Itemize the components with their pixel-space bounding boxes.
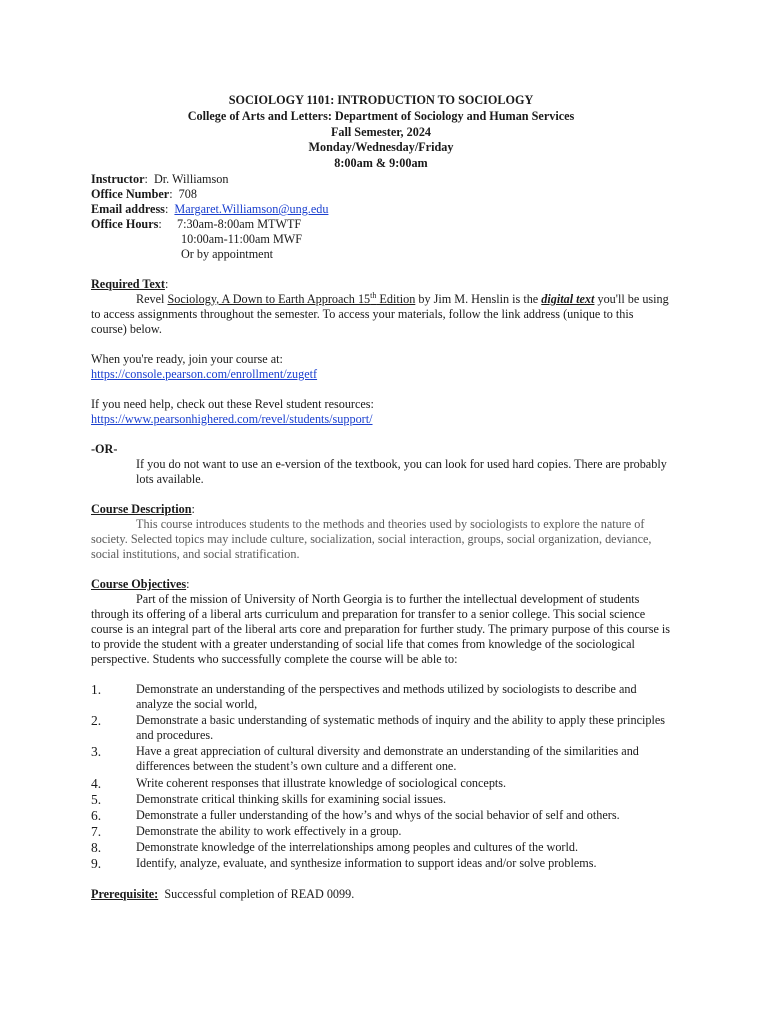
book-title: Sociology, A Down to Earth Approach 15th Edition [167,290,416,306]
instructor-row: Instructor : Dr. Williamson [91,171,229,186]
office-value: 708 [178,186,197,201]
prerequisite-label: Prerequisite: [91,886,159,901]
course-description-heading: Course Description [91,501,192,516]
instructor-info [91,172,671,262]
course-objectives-intro: Part of the mission of University of North Georgia is to further the intellectual development of students through its offering of a liberal arts curriculum and preparation for transfer to a senior college. This social science course is an integral part of the liberal arts core and preparation for further study. The primary purpose of this course is to provide the student with a greater understanding of social life that comes from knowledge of the sociological perspective. Students who successfully complete the course will be able to: [91,591,671,666]
times-line: 8:00am & 9:00am [334,156,428,171]
digital-text-emphasis: digital text [541,291,595,306]
hard-copy-text: If you do not want to use an e-version of the textbook, you can look for used hard copies. There are probably lots available. [136,456,667,486]
course-objectives-section: Course Objectives: Part of the mission of University of North Georgia is to further the intellectual development of students through its offering of a liberal arts curriculum and preparation for transfer to a senior college. This social science course is an integral part of the liberal arts core and preparation for further study. The primary purpose of this course is to provide the student with a greater understanding of social life that comes from knowledge of the sociological perspective. Students who successfully complete the course will be able to: 1. Demonstrate an understanding of the perspectives and methods utilized by sociologists to describe and analyze the social world, 2. Demonstrate a basic understanding of systematic methods of inquiry and the ability to apply these principles and procedures. 3. Have a great appreciation of cultural diversity and demonstrate an understanding of the similarities and differences between the student’s own culture and a different one. 4. Write coherent responses that illustrate knowledge of sociological concepts. 5. Demonstrate critical thinking skills for examining social issues. 6. Demonstrate a fuller understanding of the how’s and whys of the social behavior of self and others. 7. Demonstrate the ability to work effectively in a group. 8. Demonstrate knowledge of the interrelationships among peoples and cultures of the world. 9. Identify, analyze, evaluate, and synthesize information to support ideas and/or solve problems. [91,576,671,872]
list-item: 7. Demonstrate the ability to work effectively in a group. [91,824,402,840]
days-line: Monday/Wednesday/Friday [308,140,454,155]
list-item: 5. Demonstrate critical thinking skills for examining social issues. [91,791,447,807]
department-line: College of Arts and Letters: Department of Sociology and Human Services [187,108,575,123]
list-item: 6. Demonstrate a fuller understanding of the how’s and whys of the social behavior of self and others. [91,807,620,823]
help-resources-text: If you need help, check out these Revel student resources: [91,396,374,411]
course-objectives-heading: Course Objectives [91,576,187,591]
office-hours-label: Office Hours [91,216,159,231]
instructor-label: Instructor [91,171,145,186]
office-hours-row: Office Hours : 7:30am-8:00am MTWTF [91,216,302,231]
syllabus-page [91,93,671,902]
required-text-heading: Required Text [91,276,165,291]
office-hours-line-3: Or by appointment [181,246,274,261]
list-item: 3. Have a great appreciation of cultural diversity and demonstrate an understanding of the similarities and differences between the student’s own culture and a different one. [91,744,639,774]
course-header [91,93,671,172]
instructor-value: Dr. Williamson [153,171,229,186]
help-resources-link[interactable]: https://www.pearsonhighered.com/revel/students/support/ [91,411,373,426]
email-row: Email address : Margaret.Williamson@ung.edu [91,201,329,216]
list-item: 9. Identify, analyze, evaluate, and synthesize information to support ideas and/or solve problems. [91,856,597,872]
email-link[interactable]: Margaret.Williamson@ung.edu [174,201,329,216]
office-row: Office Number : 708 [91,186,197,201]
required-text-paragraph: Revel Sociology, A Down to Earth Approach 15th Edition by Jim M. Henslin is the digital text you'll be using to access assignments throughout the semester. To access your materials, follow the link address (unique to this course) below. [91,290,669,336]
office-label: Office Number [91,186,170,201]
course-description-text: This course introduces students to the methods and theories used by sociologists to explore the nature of society. Selected topics may include culture, socialization, social interaction, groups, social organization, deviance, social institutions, and social stratification. [91,516,652,561]
email-label: Email address [91,201,165,216]
list-item: 2. Demonstrate a basic understanding of systematic methods of inquiry and the ability to apply these principles and procedures. [91,713,666,743]
join-course-text: When you're ready, join your course at: [91,351,283,366]
list-item: 4. Write coherent responses that illustrate knowledge of sociological concepts. [91,775,507,791]
list-item: 1. Demonstrate an understanding of the perspectives and methods utilized by sociologists to describe and analyze the social world, [91,681,637,711]
semester-line: Fall Semester, 2024 [330,124,432,139]
office-hours-line-2: 10:00am-11:00am MWF [181,231,303,246]
prerequisite-section [91,887,671,902]
course-title: SOCIOLOGY 1101: INTRODUCTION TO SOCIOLOGY [228,93,534,107]
or-label: -OR- [91,441,118,456]
join-course-link[interactable]: https://console.pearson.com/enrollment/zugetf [91,366,318,381]
course-description-section: Course Description: This course introduces students to the methods and theories used by sociologists to explore the nature of society. Selected topics may include culture, socialization, social interaction, groups, social organization, deviance, social institutions, and social stratification. [91,502,671,562]
required-text-section: Required Text: Revel Sociology, A Down to Earth Approach 15th Edition by Jim M. Henslin is the digital text you'll be using to access assignments throughout the semester. To access your materials, follow the link address (unique to this course) below. When you're ready, join your course at: https://console.pearson.com/enrollment/zugetf If you need help, check out these Revel student resources: https://www.pearsonhighered.com/revel/students/support/ -OR- If you do not want to use an e-version of the textbook, you can look for used hard copies. There are probably lots available. [91,277,671,487]
office-hours-line-1: 7:30am-8:00am MTWTF [176,216,302,231]
prerequisite-text: Successful completion of READ 0099. [164,886,355,901]
list-item: 8. Demonstrate knowledge of the interrelationships among peoples and cultures of the world. [91,840,579,856]
objectives-list [91,682,671,872]
